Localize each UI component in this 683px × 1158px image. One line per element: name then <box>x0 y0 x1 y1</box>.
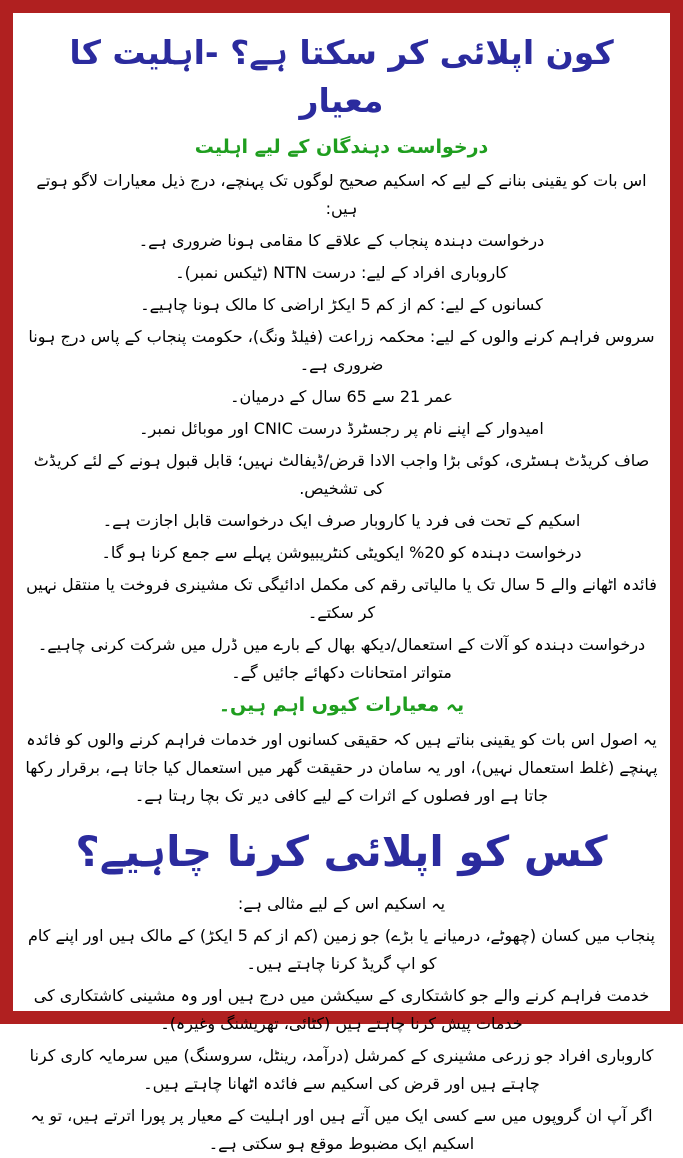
eligibility-item: درخواست دہندہ کو 20% ایکویٹی کنٹریبیوشن پہلے سے جمع کرنا ہو گا۔ <box>101 543 582 563</box>
who-intro: یہ اسکیم اس کے لیے مثالی ہے: <box>237 894 446 914</box>
eligibility-item: صاف کریڈٹ ہسٹری، کوئی بڑا واجب الادا قرض/ڈیفالٹ نہیں؛ قابل قبول ہونے کے لئے کریڈٹ کی تشخیص. <box>33 451 650 499</box>
eligibility-item: درخواست دہندہ پنجاب کے علاقے کا مقامی ہونا ضروری ہے۔ <box>138 231 545 251</box>
page-title: کون اپلائی کر سکتا ہے؟ -اہلیت کا معیار <box>69 33 614 120</box>
eligibility-item: سروس فراہم کرنے والوں کے لیے: محکمہ زراعت (فیلڈ ونگ)، حکومت پنجاب کے پاس درج ہونا ضروری ہے۔ <box>28 327 655 375</box>
who-title: کس کو اپلائی کرنا چاہیے؟ <box>75 826 608 876</box>
eligibility-item: کسانوں کے لیے: کم از کم 5 ایکڑ اراضی کا مالک ہونا چاہیے۔ <box>140 295 543 315</box>
eligibility-item: فائدہ اٹھانے والے 5 سال تک یا مالیاتی رقم کی مکمل ادائیگی تک مشینری فروخت یا منتقل نہیں کر سکتے۔ <box>26 575 657 623</box>
why-heading: یہ معیارات کیوں اہم ہیں۔ <box>218 694 465 717</box>
who-item: پنجاب میں کسان (چھوٹے، درمیانے یا بڑے) جو زمین (کم از کم 5 ایکڑ) کے مالک ہیں اور اپنے کام کو اپ گریڈ کرنا چاہتے ہیں۔ <box>27 926 656 974</box>
eligibility-item: امیدوار کے اپنے نام پر رجسٹرڈ درست CNIC اور موبائل نمبر۔ <box>139 419 544 439</box>
eligibility-item: اسکیم کے تحت فی فرد یا کاروبار صرف ایک درخواست قابل اجازت ہے۔ <box>102 511 581 531</box>
eligibility-intro: اس بات کو یقینی بنانے کے لیے کہ اسکیم صحیح لوگوں تک پہنچے، درج ذیل معیارات لاگو ہوتے ہیں: <box>36 171 647 219</box>
why-body: یہ اصول اس بات کو یقینی بناتے ہیں کہ حقیقی کسانوں اور خدمات فراہم کرنے والوں کو فائدہ پہنچے (غلط استعمال نہیں)، اور یہ سامان در حقیقت گھر میں استعمال کیا جاتا ہے، برقرار رکھا جاتا ہے اور فصلوں کے اثرات کے لیے کافی دیر تک بچا رہتا ہے۔ <box>25 729 658 805</box>
who-item: کاروباری افراد جو زرعی مشینری کے کمرشل (درآمد، رینٹل، سروسنگ) میں سرمایہ کاری کرنا چاہتے ہیں اور قرض کی اسکیم سے فائدہ اٹھانا چاہتے ہیں۔ <box>29 1046 654 1094</box>
eligibility-item: کاروباری افراد کے لیے: درست NTN (ٹیکس نمبر)۔ <box>175 263 508 283</box>
eligibility-heading: درخواست دہندگان کے لیے اہلیت <box>194 135 489 158</box>
eligibility-item: درخواست دہندہ کو آلات کے استعمال/دیکھ بھال کے بارے میں ڈرل میں شرکت کرنی چاہیے۔ متواتر امتحانات دکھائے جائیں گے۔ <box>37 635 646 683</box>
eligibility-item: عمر 21 سے 65 سال کے درمیان۔ <box>230 387 453 407</box>
closing-note: اگر آپ ان گروپوں میں سے کسی ایک میں آتے ہیں اور اہلیت کے معیار پر پورا اترتے ہیں، تو یہ اسکیم ایک مضبوط موقع ہو سکتی ہے۔ <box>30 1106 653 1154</box>
who-item: خدمت فراہم کرنے والے جو کاشتکاری کے سیکشن میں درج ہیں اور وہ مشینی کاشتکاری کی خدمات پیش کرنا چاہتے ہیں (کٹائی، تھریشنگ وغیرہ)۔ <box>33 986 650 1034</box>
